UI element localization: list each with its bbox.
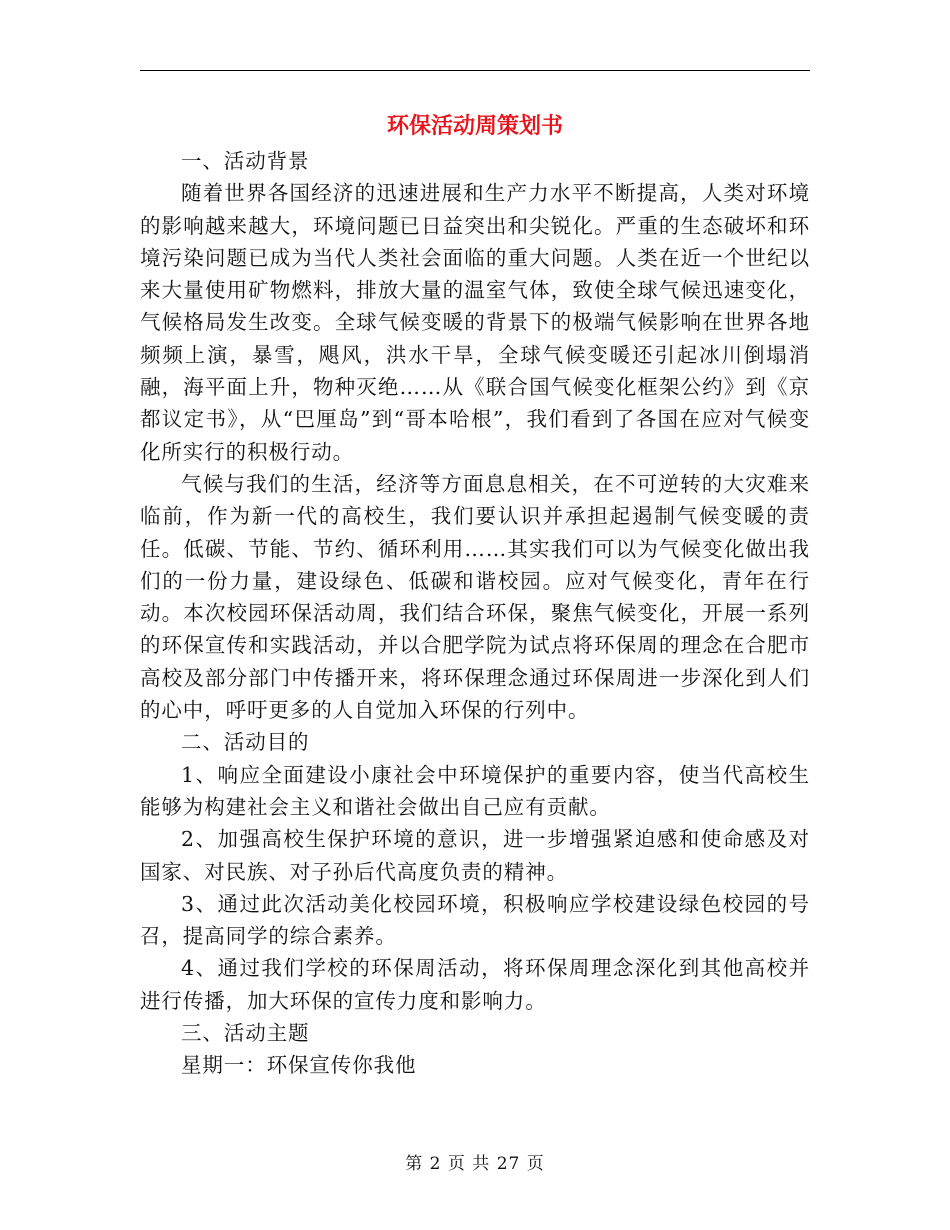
- section-heading-purpose: 二、活动目的: [181, 730, 310, 755]
- document-title: 环保活动周策划书: [386, 113, 563, 139]
- header-rule: [140, 70, 810, 71]
- document-body: [140, 145, 810, 1082]
- section-heading-background: 一、活动背景: [181, 149, 310, 173]
- section-heading-theme: 三、活动主题: [181, 1021, 310, 1046]
- purpose-item-2: 2、加强高校生保护环境的意识，进一步增强紧迫感和使命感及对国家、对民族、对子孙后代高度负责的精神。: [140, 827, 810, 884]
- page-number-footer: 第 2 页 共 27 页: [405, 1154, 545, 1174]
- purpose-item-1: 1、响应全面建设小康社会中环境保护的重要内容，使当代高校生能够为构建社会主义和谐社会做出自己应有贡献。: [140, 762, 810, 819]
- paragraph-background-1: 随着世界各国经济的迅速进展和生产力水平不断提高，人类对环境的影响越来越大，环境问题已日益突出和尖锐化。严重的生态破坏和环境污染问题已成为当代人类社会面临的重大问题。人类在近一个世纪以来大量使用矿物燃料，排放大量的温室气体，致使全球气候迅速变化，气候格局发生改变。全球气候变暖的背景下的极端气候影响在世界各地频频上演，暴雪，飓风，洪水干旱，全球气候变暖还引起冰川倒塌消融，海平面上升，物种灭绝……从《联合国气候变化框架公约》到《京都议定书》，从“巴厘岛”到“哥本哈根”，我们看到了各国在应对气候变化所实行的积极行动。: [140, 181, 810, 464]
- purpose-item-3: 3、通过此次活动美化校园环境，积极响应学校建设绿色校园的号召，提高同学的综合素养。: [140, 891, 810, 949]
- theme-item-monday: 星期一：环保宣传你我他: [181, 1053, 417, 1078]
- purpose-item-4: 4、通过我们学校的环保周活动，将环保周理念深化到其他高校并进行传播，加大环保的宣传力度和影响力。: [140, 956, 810, 1013]
- paragraph-background-2: 气候与我们的生活，经济等方面息息相关，在不可逆转的大灾难来临前，作为新一代的高校生，我们要认识并承担起遏制气候变暖的责任。低碳、节能、节约、循环利用……其实我们可以为气候变化做出我们的一份力量，建设绿色、低碳和谐校园。应对气候变化，青年在行动。本次校园环保活动周，我们结合环保，聚焦气候变化，开展一系列的环保宣传和实践活动，并以合肥学院为试点将环保周的理念在合肥市高校及部分部门中传播开来，将环保理念通过环保周进一步深化到人们的心中，呼吁更多的人自觉加入环保的行列中。: [140, 471, 810, 723]
